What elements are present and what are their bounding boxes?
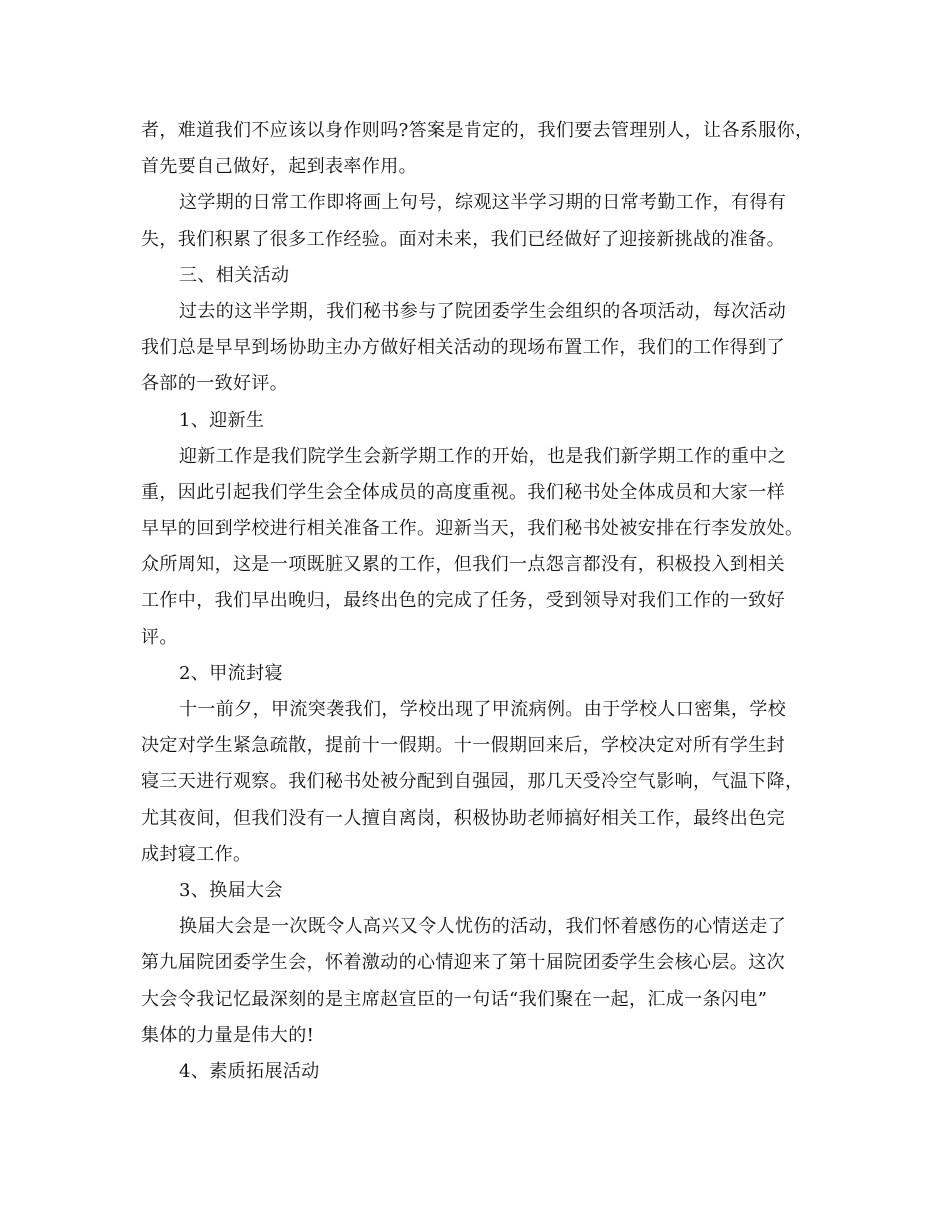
text-line: 早早的回到学校进行相关准备工作。迎新当天，我们秘书处被安排在行李发放处。	[141, 518, 804, 540]
text-line: 众所周知，这是一项既脏又累的工作，但我们一点怨言都没有，积极投入到相关	[141, 554, 785, 576]
text-line: 决定对学生紧急疏散，提前十一假期。十一假期回来后，学校决定对所有学生封	[141, 735, 785, 757]
text-line: 1、迎新生	[179, 409, 265, 431]
text-line: 各部的一致好评。	[141, 373, 289, 395]
text-line: 评。	[141, 626, 178, 648]
text-line: 重，因此引起我们学生会全体成员的高度重视。我们秘书处全体成员和大家一样	[141, 481, 785, 503]
text-line: 寝三天进行观察。我们秘书处被分配到自强园，那几天受冷空气影响，气温下降，	[141, 771, 804, 793]
text-line: 失，我们积累了很多工作经验。面对未来，我们已经做好了迎接新挑战的准备。	[141, 228, 785, 250]
text-line: 换届大会是一次既令人高兴又令人忧伤的活动，我们怀着感伤的心情送走了	[179, 916, 787, 938]
text-line: 集体的力量是伟大的!	[141, 1024, 315, 1046]
text-line: 4、素质拓展活动	[179, 1060, 320, 1082]
document-body	[141, 113, 813, 1090]
text-line: 2、甲流封寝	[179, 662, 283, 684]
text-line: 尤其夜间，但我们没有一人擅自离岗，积极协助老师搞好相关工作，最终出色完	[141, 807, 785, 829]
text-line: 工作中，我们早出晚归，最终出色的完成了任务，受到领导对我们工作的一致好	[141, 590, 785, 612]
text-line: 首先要自己做好，起到表率作用。	[141, 156, 417, 178]
text-line: 十一前夕，甲流突袭我们，学校出现了甲流病例。由于学校人口密集，学校	[179, 699, 787, 720]
text-line: 三、相关活动	[179, 264, 290, 286]
text-line: 我们总是早早到场协助主办方做好相关活动的现场布置工作，我们的工作得到了	[141, 337, 785, 359]
text-line: 迎新工作是我们院学生会新学期工作的开始，也是我们新学期工作的重中之	[179, 445, 787, 467]
text-line: 这学期的日常工作即将画上句号，综观这半学习期的日常考勤工作，有得有	[179, 192, 787, 214]
text-line: 成封寝工作。	[141, 843, 252, 865]
text-line: 第九届院团委学生会，怀着激动的心情迎来了第十届院团委学生会核心层。这次	[141, 952, 785, 974]
text-line: 3、换届大会	[179, 879, 283, 901]
text-line: 大会令我记忆最深刻的是主席赵宣臣的一句话“我们聚在一起，汇成一条闪电”	[141, 988, 768, 1010]
text-line: 过去的这半学期，我们秘书参与了院团委学生会组织的各项活动，每次活动	[179, 300, 787, 322]
text-line: 者，难道我们不应该以身作则吗?答案是肯定的，我们要去管理别人，让各系服你，	[141, 120, 814, 141]
